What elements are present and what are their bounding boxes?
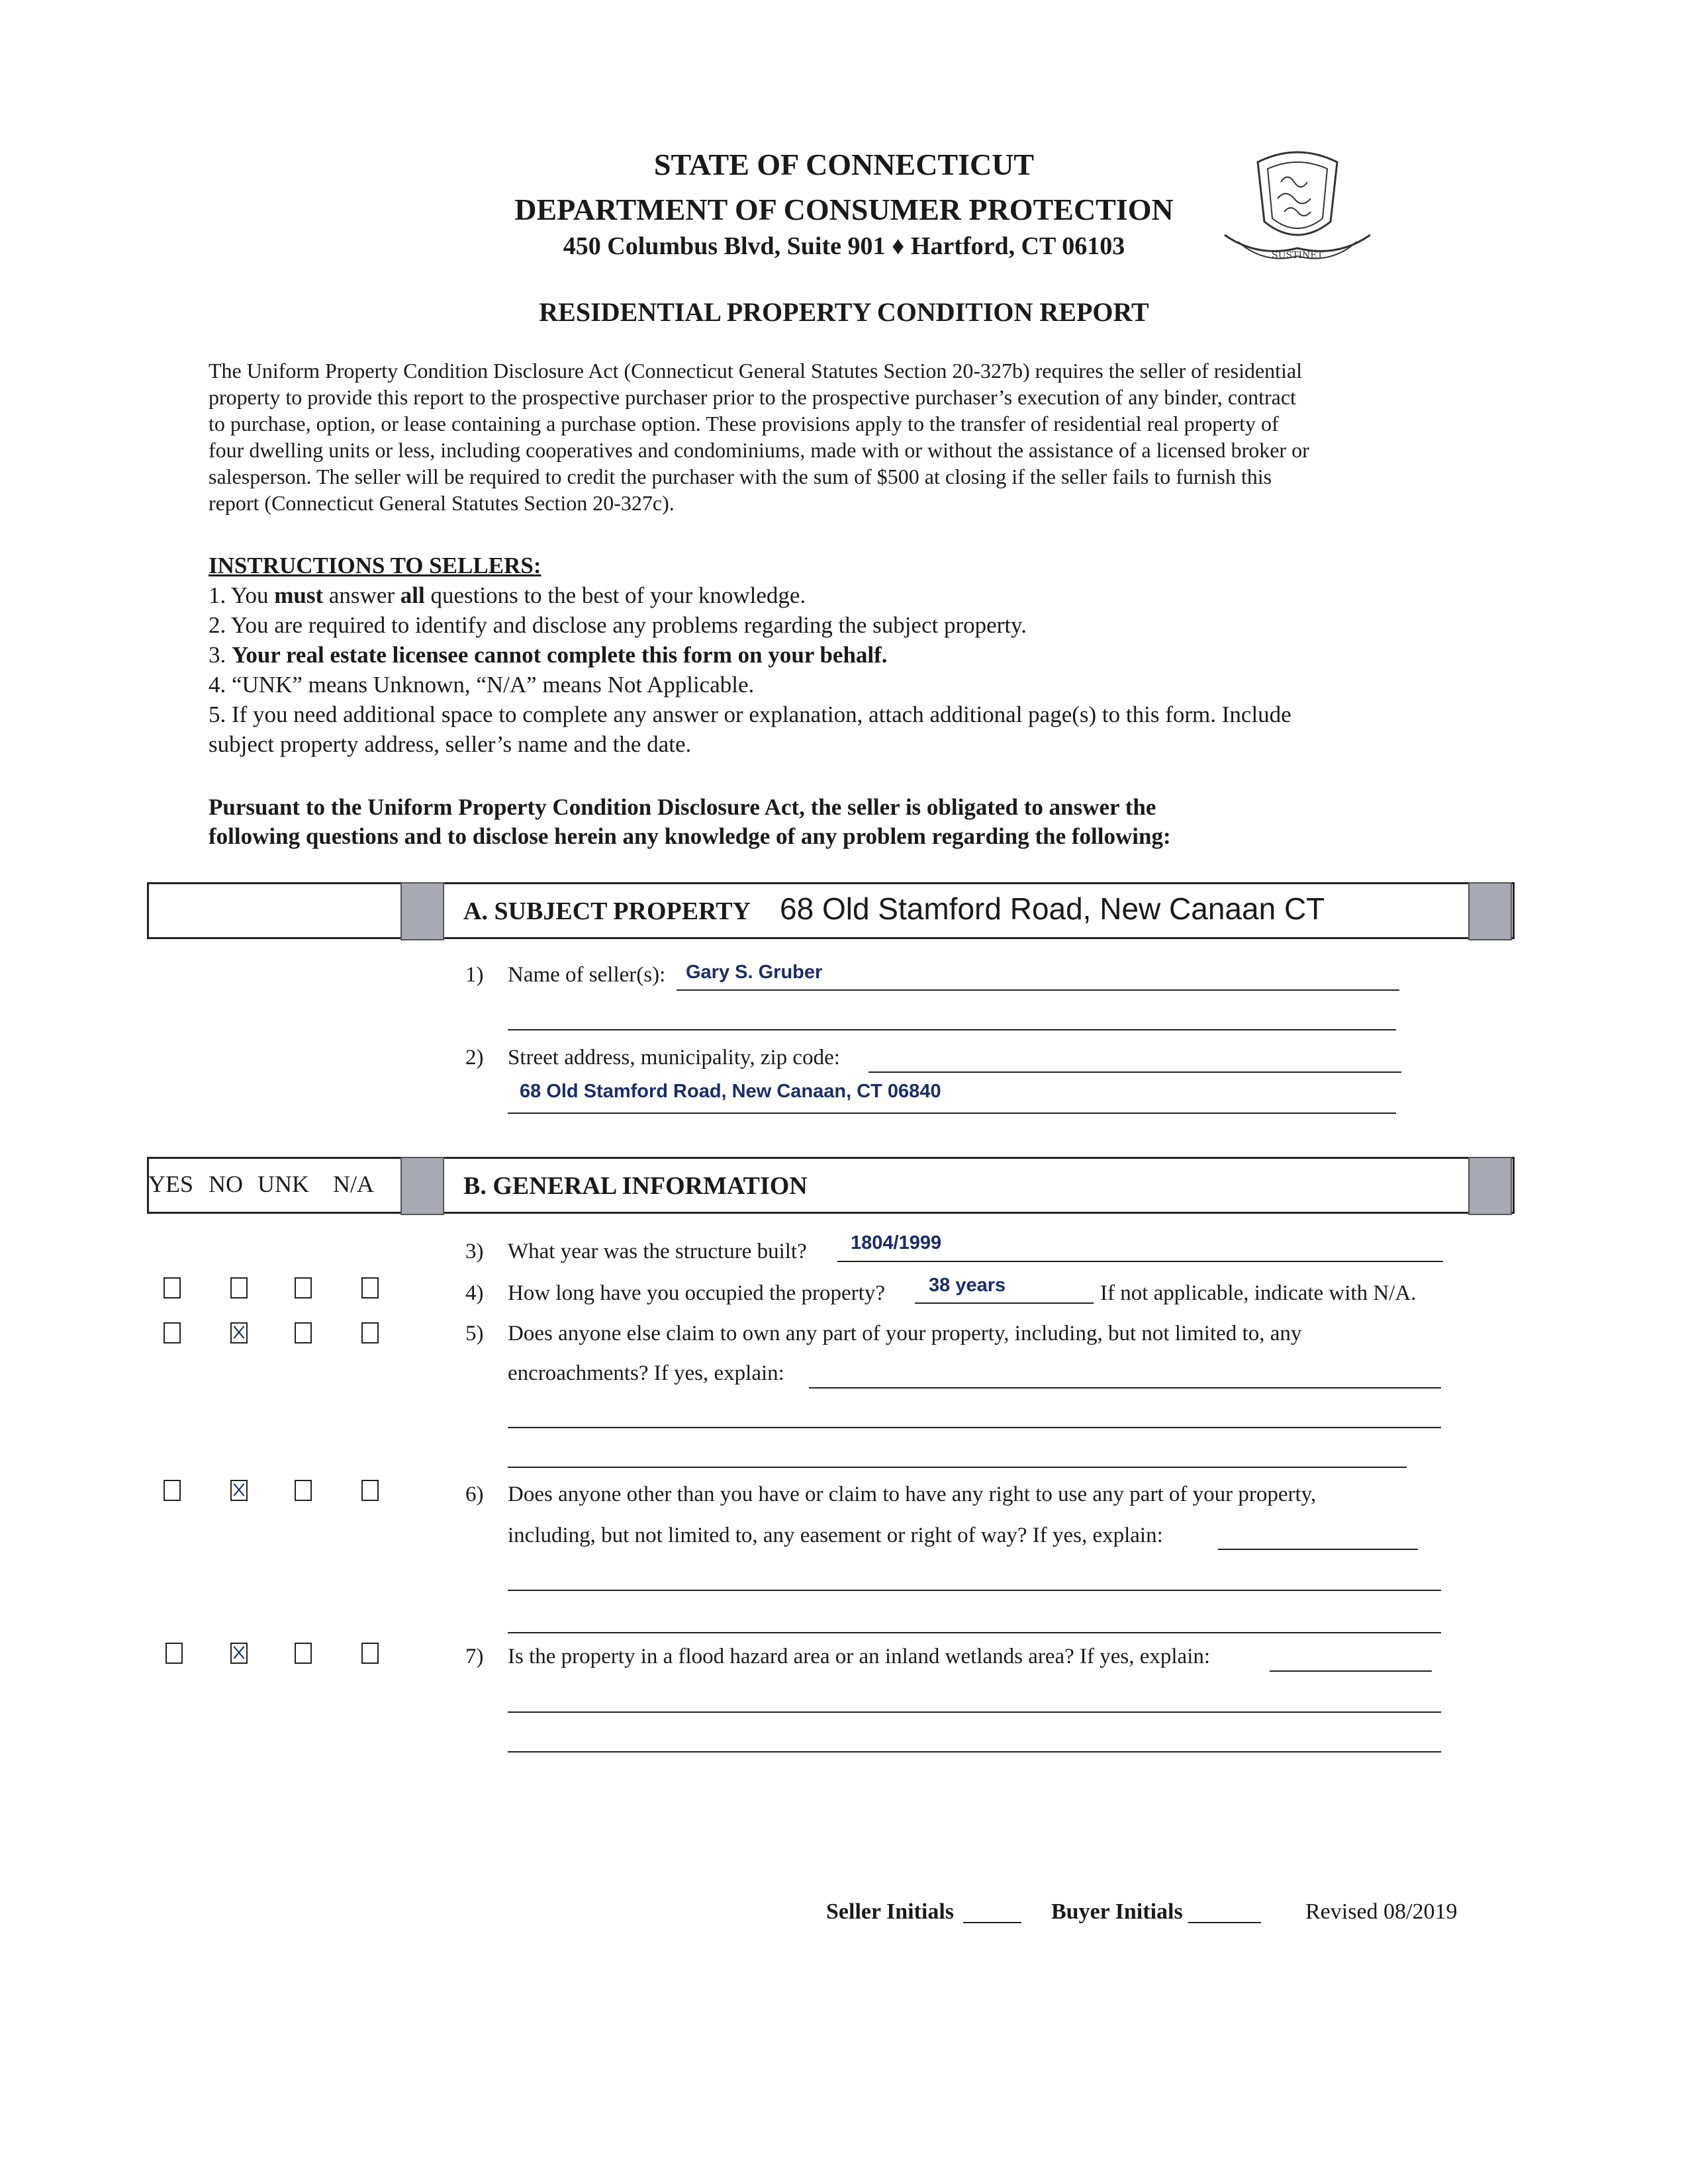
state-title: STATE OF CONNECTICUT bbox=[653, 148, 1035, 181]
section-b-marker-left bbox=[400, 1157, 444, 1215]
seller-name-line bbox=[677, 989, 1399, 991]
q6-explain-line-1 bbox=[1218, 1549, 1418, 1550]
revised-date: Revised 08/2019 bbox=[1305, 1899, 1458, 1924]
intro-line: salesperson. The seller will be required to credit the purchaser with the sum of $500 at closing if the seller fails to furnish this bbox=[209, 465, 1272, 488]
intro-line: The Uniform Property Condition Disclosure Act (Connecticut General Statutes Section 20-327b) requires the seller of residential bbox=[209, 359, 1303, 383]
col-header-no: NO bbox=[209, 1171, 243, 1197]
report-title: RESIDENTIAL PROPERTY CONDITION REPORT bbox=[539, 297, 1149, 327]
intro-line: property to provide this report to the prospective purchaser prior to the prospective purchaser’s execution of any binder, contract bbox=[209, 385, 1296, 409]
q3-label: What year was the structure built? bbox=[508, 1240, 807, 1263]
seller-initials-label: Seller Initials bbox=[826, 1899, 954, 1924]
year-built-field[interactable]: 1804/1999 bbox=[851, 1232, 942, 1253]
col-header-unk: UNK bbox=[258, 1171, 309, 1197]
seller-name-line-2 bbox=[508, 1029, 1396, 1030]
intro-line: to purchase, option, or lease containing a purchase option. These provisions apply to the transfer of residential real property of bbox=[209, 412, 1279, 435]
q6-text: Does anyone other than you have or claim to have any right to use any part of your property, bbox=[508, 1482, 1317, 1506]
department-title: DEPARTMENT OF CONSUMER PROTECTION bbox=[514, 193, 1174, 226]
seller-initials-field[interactable] bbox=[963, 1922, 1021, 1923]
q5-text-cont: encroachments? If yes, explain: bbox=[508, 1361, 784, 1385]
instruction-item-2: 2. You are required to identify and disclose any problems regarding the subject property. bbox=[209, 612, 1027, 638]
q6-number: 6) bbox=[465, 1482, 484, 1506]
buyer-initials-label: Buyer Initials bbox=[1051, 1899, 1183, 1924]
q6-text-cont: including, but not limited to, any easement or right of way? If yes, explain: bbox=[508, 1524, 1163, 1547]
col-header-yes: YES bbox=[148, 1171, 194, 1197]
buyer-initials-field[interactable] bbox=[1188, 1922, 1261, 1923]
instruction-item-5: 5. If you need additional space to complete any answer or explanation, attach additional page(s) to this form. Include bbox=[209, 702, 1291, 727]
occupancy-duration-field[interactable]: 38 years bbox=[929, 1275, 1006, 1296]
q4-no-checkbox[interactable] bbox=[230, 1277, 248, 1298]
instructions bbox=[209, 551, 1506, 759]
q1-label: Name of seller(s): bbox=[508, 963, 666, 987]
q2-label: Street address, municipality, zip code: bbox=[508, 1046, 840, 1069]
subject-property-value: 68 Old Stamford Road, New Canaan CT bbox=[780, 891, 1325, 926]
connecticut-state-seal-icon bbox=[1218, 142, 1377, 271]
q4-unk-checkbox[interactable] bbox=[295, 1277, 312, 1298]
q6-explain-line-3 bbox=[508, 1632, 1441, 1633]
q4-label: How long have you occupied the property? bbox=[508, 1281, 885, 1305]
year-built-line bbox=[837, 1261, 1443, 1262]
instruction-item-1: 1. You must answer all questions to the best of your knowledge. bbox=[209, 582, 806, 608]
q4-na-checkbox[interactable] bbox=[361, 1277, 379, 1298]
q5-explain-line-1 bbox=[809, 1387, 1441, 1388]
seller-name-field[interactable]: Gary S. Gruber bbox=[686, 962, 823, 983]
q4-note: If not applicable, indicate with N/A. bbox=[1100, 1281, 1417, 1305]
intro-paragraph bbox=[209, 357, 1506, 516]
q5-text: Does anyone else claim to own any part of your property, including, but not limited to, any bbox=[508, 1322, 1302, 1345]
q5-no-checkbox[interactable] bbox=[230, 1322, 248, 1343]
q7-no-checkbox[interactable] bbox=[230, 1643, 248, 1664]
q7-explain-line-1 bbox=[1270, 1670, 1432, 1672]
section-a-marker-right bbox=[1468, 882, 1512, 940]
q5-unk-checkbox[interactable] bbox=[295, 1322, 312, 1343]
instruction-item-4: 4. “UNK” means Unknown, “N/A” means Not Applicable. bbox=[209, 672, 755, 698]
address-line-2 bbox=[508, 1113, 1396, 1114]
department-address: 450 Columbus Blvd, Suite 901 ♦ Hartford, CT 06103 bbox=[563, 232, 1125, 260]
address-line-1 bbox=[868, 1071, 1401, 1073]
q7-yes-checkbox[interactable] bbox=[165, 1643, 183, 1664]
q6-unk-checkbox[interactable] bbox=[295, 1480, 312, 1501]
q7-text: Is the property in a flood hazard area or an inland wetlands area? If yes, explain: bbox=[508, 1645, 1211, 1668]
q3-number: 3) bbox=[465, 1240, 484, 1263]
q6-na-checkbox[interactable] bbox=[361, 1480, 379, 1501]
q4-number: 4) bbox=[465, 1281, 484, 1305]
pursuant-statement: Pursuant to the Uniform Property Condition Disclosure Act, the seller is obligated to answer the following questions and to disclose herein any knowledge of any problem regarding the following: bbox=[209, 794, 1171, 849]
section-a-marker-left bbox=[400, 882, 444, 940]
q6-no-checkbox[interactable] bbox=[230, 1480, 248, 1501]
seal-motto: SUSTINET bbox=[1272, 250, 1323, 261]
section-b-marker-right bbox=[1468, 1157, 1512, 1215]
intro-line: report (Connecticut General Statutes Section 20-327c). bbox=[209, 491, 675, 515]
occupancy-line bbox=[915, 1302, 1094, 1304]
q7-number: 7) bbox=[465, 1645, 484, 1668]
intro-line: four dwelling units or less, including cooperatives and condominiums, made with or without the assistance of a licensed broker or bbox=[209, 438, 1309, 462]
section-a-title: A. SUBJECT PROPERTY bbox=[463, 897, 751, 925]
q5-na-checkbox[interactable] bbox=[361, 1322, 379, 1343]
col-header-na: N/A bbox=[333, 1171, 374, 1197]
q7-explain-line-3 bbox=[508, 1751, 1441, 1752]
q7-na-checkbox[interactable] bbox=[361, 1643, 379, 1664]
instruction-item-5-cont: subject property address, seller’s name and the date. bbox=[209, 731, 692, 757]
q7-unk-checkbox[interactable] bbox=[295, 1643, 312, 1664]
q4-yes-checkbox[interactable] bbox=[164, 1277, 181, 1298]
instruction-item-3: 3. Your real estate licensee cannot complete this form on your behalf. bbox=[209, 642, 888, 668]
q6-explain-line-2 bbox=[508, 1590, 1441, 1591]
q2-number: 2) bbox=[465, 1046, 484, 1069]
q5-yes-checkbox[interactable] bbox=[164, 1322, 181, 1343]
q1-number: 1) bbox=[465, 963, 484, 987]
street-address-field[interactable]: 68 Old Stamford Road, New Canaan, CT 06840 bbox=[520, 1081, 941, 1102]
instructions-heading: INSTRUCTIONS TO SELLERS: bbox=[209, 553, 541, 578]
section-b-title: B. GENERAL INFORMATION bbox=[463, 1172, 808, 1200]
q5-explain-line-3 bbox=[508, 1467, 1407, 1468]
q7-explain-line-2 bbox=[508, 1711, 1441, 1713]
q5-number: 5) bbox=[465, 1322, 484, 1345]
q5-explain-line-2 bbox=[508, 1427, 1441, 1428]
q6-yes-checkbox[interactable] bbox=[164, 1480, 181, 1501]
